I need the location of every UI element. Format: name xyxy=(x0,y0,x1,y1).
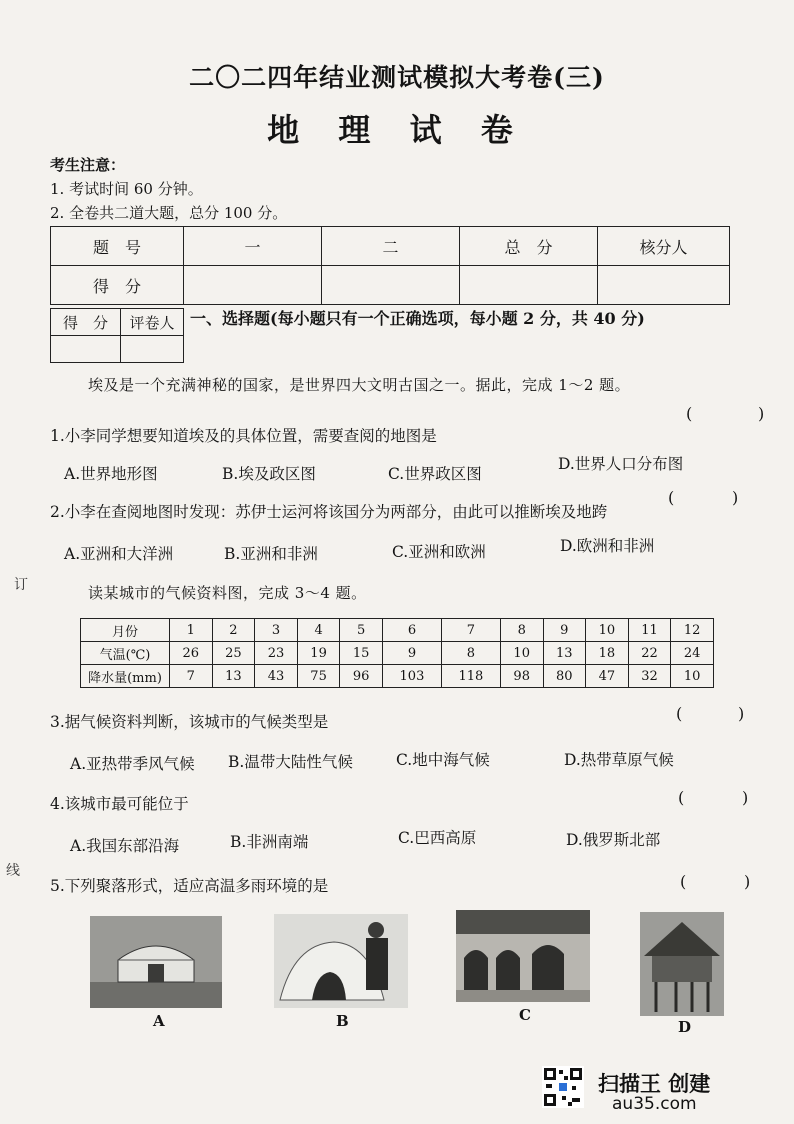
month-cell: 6 xyxy=(382,619,441,642)
question-3-stem: 3.据气候资料判断，该城市的气候类型是 xyxy=(50,713,329,731)
precip-cell: 10 xyxy=(671,665,714,688)
q1-option-c[interactable]: C.世界政区图 xyxy=(388,465,482,483)
yurt-photo[interactable] xyxy=(90,916,222,1008)
precip-cell: 96 xyxy=(340,665,383,688)
precip-cell: 32 xyxy=(628,665,671,688)
temp-cell: 25 xyxy=(212,642,255,665)
precip-cell: 47 xyxy=(586,665,629,688)
score-header-cell: 核分人 xyxy=(598,227,730,266)
q1-option-d[interactable]: D.世界人口分布图 xyxy=(558,455,684,473)
score-table xyxy=(50,226,730,305)
notice-item: 1. 考试时间 60 分钟。 xyxy=(50,180,203,198)
q3-option-d[interactable]: D.热带草原气候 xyxy=(564,751,674,769)
q1-option-a[interactable]: A.世界地形图 xyxy=(64,465,158,483)
grader-blank-cell[interactable] xyxy=(121,336,184,363)
score-header-cell: 总 分 xyxy=(460,227,598,266)
precip-cell: 75 xyxy=(297,665,340,688)
passage-egypt: 埃及是一个充满神秘的国家，是世界四大文明古国之一。据此，完成 1～2 题。 xyxy=(88,376,631,394)
score-header-cell: 二 xyxy=(322,227,460,266)
exam-title: 二〇二四年结业测试模拟大考卷(三) xyxy=(189,63,605,92)
passage-climate: 读某城市的气候资料图，完成 3～4 题。 xyxy=(88,584,367,602)
score-header-cell: 题 号 xyxy=(51,227,184,266)
climate-month-row xyxy=(81,619,714,642)
watermark-url: au35.com xyxy=(612,1094,697,1114)
month-cell: 11 xyxy=(628,619,671,642)
question-4-stem: 4.该城市最可能位于 xyxy=(50,795,189,813)
temp-cell: 22 xyxy=(628,642,671,665)
score-blank-cell[interactable] xyxy=(322,266,460,305)
qr-code-icon xyxy=(542,1066,584,1108)
igloo-photo[interactable] xyxy=(274,914,408,1008)
month-cell: 8 xyxy=(500,619,543,642)
precip-cell: 7 xyxy=(170,665,213,688)
temp-cell: 9 xyxy=(382,642,441,665)
notice-item: 2. 全卷共二道大题，总分 100 分。 xyxy=(50,204,288,222)
answer-paren-open: ( xyxy=(680,872,687,891)
grader-blank-cell[interactable] xyxy=(51,336,121,363)
month-cell: 4 xyxy=(297,619,340,642)
answer-paren-open: ( xyxy=(668,488,675,507)
q4-option-c[interactable]: C.巴西高原 xyxy=(398,829,477,847)
q2-option-c[interactable]: C.亚洲和欧洲 xyxy=(392,543,486,561)
temp-cell: 10 xyxy=(500,642,543,665)
q4-option-b[interactable]: B.非洲南端 xyxy=(230,833,309,851)
question-5-stem: 5.下列聚落形式，适应高温多雨环境的是 xyxy=(50,877,329,895)
answer-paren-open: ( xyxy=(678,788,685,807)
temp-cell: 24 xyxy=(671,642,714,665)
month-cell: 3 xyxy=(255,619,298,642)
precip-cell: 43 xyxy=(255,665,298,688)
climate-temp-row xyxy=(81,642,714,665)
score-row-label: 得 分 xyxy=(51,266,184,305)
climate-row-label: 气温(℃) xyxy=(81,642,170,665)
temp-cell: 18 xyxy=(586,642,629,665)
temp-cell: 26 xyxy=(170,642,213,665)
grader-name-label: 评卷人 xyxy=(121,309,184,336)
score-blank-cell[interactable] xyxy=(460,266,598,305)
q3-option-b[interactable]: B.温带大陆性气候 xyxy=(228,753,353,771)
score-header-cell: 一 xyxy=(184,227,322,266)
month-cell: 9 xyxy=(543,619,586,642)
temp-cell: 19 xyxy=(297,642,340,665)
month-cell: 10 xyxy=(586,619,629,642)
answer-paren-close: ) xyxy=(732,488,739,507)
climate-precip-row xyxy=(81,665,714,688)
q4-option-d[interactable]: D.俄罗斯北部 xyxy=(566,831,661,849)
notice-heading: 考生注意： xyxy=(50,156,126,174)
grader-box xyxy=(50,308,184,363)
answer-paren-close: ) xyxy=(758,404,765,423)
question-2-stem: 2.小李在查阅地图时发现：苏伊士运河将该国分为两部分，由此可以推断埃及地跨 xyxy=(50,503,608,521)
margin-char-xian: 线 xyxy=(6,863,20,879)
answer-paren-close: ) xyxy=(738,704,745,723)
answer-paren-close: ) xyxy=(742,788,749,807)
q4-option-a[interactable]: A.我国东部沿海 xyxy=(70,837,180,855)
climate-row-label: 月份 xyxy=(81,619,170,642)
temp-cell: 23 xyxy=(255,642,298,665)
answer-paren-close: ) xyxy=(744,872,751,891)
month-cell: 7 xyxy=(441,619,500,642)
precip-cell: 98 xyxy=(500,665,543,688)
answer-paren-open: ( xyxy=(686,404,693,423)
score-blank-cell[interactable] xyxy=(598,266,730,305)
climate-table xyxy=(80,618,714,688)
grader-score-label: 得 分 xyxy=(51,309,121,336)
q2-option-b[interactable]: B.亚洲和非洲 xyxy=(224,545,318,563)
subject-title: 地 理 试 卷 xyxy=(267,111,527,149)
temp-cell: 15 xyxy=(340,642,383,665)
question-1-stem: 1.小李同学想要知道埃及的具体位置，需要查阅的地图是 xyxy=(50,427,437,445)
margin-char-ding: 订 xyxy=(14,577,28,593)
stilt-house-photo[interactable] xyxy=(640,912,724,1016)
cave-dwelling-photo[interactable] xyxy=(456,910,590,1002)
score-blank-cell[interactable] xyxy=(184,266,322,305)
month-cell: 12 xyxy=(671,619,714,642)
temp-cell: 8 xyxy=(441,642,500,665)
q3-option-c[interactable]: C.地中海气候 xyxy=(396,751,490,769)
option-b-label: B xyxy=(336,1012,349,1030)
watermark-text: 扫描王 创建 xyxy=(598,1072,711,1096)
q3-option-a[interactable]: A.亚热带季风气候 xyxy=(70,755,195,773)
option-c-label: C xyxy=(519,1006,531,1024)
q2-option-a[interactable]: A.亚洲和大洋洲 xyxy=(64,545,174,563)
option-a-label: A xyxy=(153,1012,165,1030)
climate-row-label: 降水量(mm) xyxy=(81,665,170,688)
precip-cell: 13 xyxy=(212,665,255,688)
answer-paren-open: ( xyxy=(676,704,683,723)
option-d-label: D xyxy=(678,1018,692,1036)
month-cell: 1 xyxy=(170,619,213,642)
precip-cell: 80 xyxy=(543,665,586,688)
month-cell: 5 xyxy=(340,619,383,642)
precip-cell: 118 xyxy=(441,665,500,688)
q2-option-d[interactable]: D.欧洲和非洲 xyxy=(560,537,655,555)
precip-cell: 103 xyxy=(382,665,441,688)
section-one-title: 一、选择题(每小题只有一个正确选项，每小题 2 分，共 40 分) xyxy=(190,309,645,328)
temp-cell: 13 xyxy=(543,642,586,665)
month-cell: 2 xyxy=(212,619,255,642)
q1-option-b[interactable]: B.埃及政区图 xyxy=(222,465,316,483)
